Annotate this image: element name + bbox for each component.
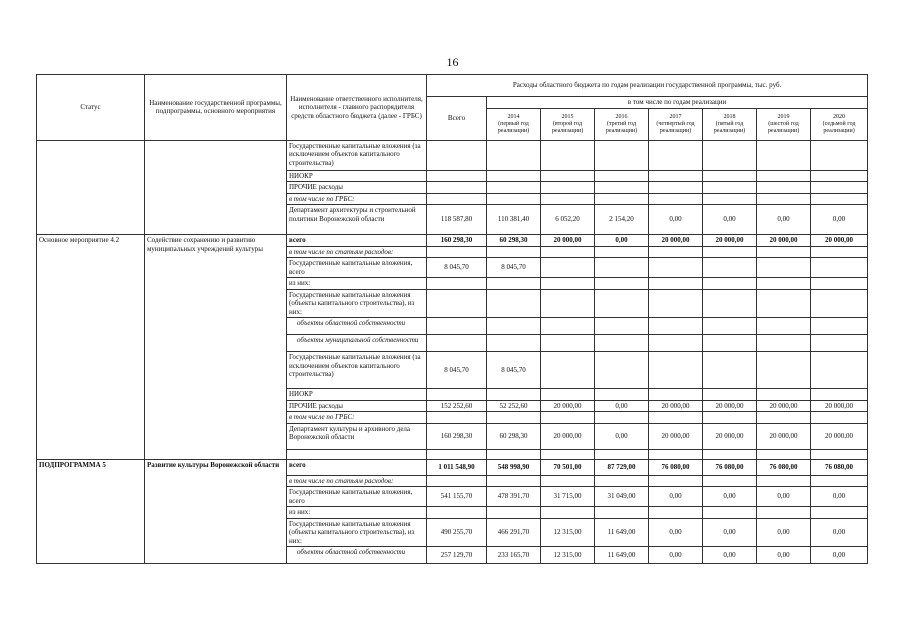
executor-cell: ПРОЧИЕ расходы [287,400,427,412]
total-value-cell: 118 587,80 [427,205,487,235]
total-value-cell: 257 129,70 [427,547,487,564]
header-executor: Наименование ответственного исполнителя, исполнителя - главного распорядителя средств областного бюджета (далее - ГРБС) [287,75,427,141]
year-value-cell [541,140,595,170]
table-row [37,140,868,170]
total-value-cell [427,389,487,401]
year-value-cell: 70 501,00 [541,459,595,475]
program-name-cell: Развитие культуры Воронежской области [145,459,287,564]
executor-cell: всего [287,235,427,247]
year-value-cell [595,318,649,335]
year-value-cell [541,278,595,290]
year-value-cell: 0,00 [649,205,703,235]
year-value-cell [487,289,541,318]
year-value-cell [703,278,757,290]
year-value-cell [649,289,703,318]
year-value-cell [811,389,868,401]
year-value-cell [487,182,541,194]
year-value-cell [487,449,541,459]
year-value-cell: 12 315,00 [541,518,595,547]
year-value-cell [649,352,703,389]
year-value-cell [595,193,649,205]
year-value-cell: 2 154,20 [595,205,649,235]
year-value-cell: 110 381,40 [487,205,541,235]
year-value-cell: 20 000,00 [757,235,811,247]
header-total: Всего [427,97,487,141]
year-value-cell: 20 000,00 [703,423,757,449]
year-value-cell [487,318,541,335]
total-value-cell: 160 298,30 [427,235,487,247]
year-value-cell: 0,00 [649,487,703,507]
year-value-cell: 20 000,00 [649,423,703,449]
year-value-cell [541,412,595,424]
total-value-cell [427,449,487,459]
header-year-number: 2014 [507,113,520,120]
year-value-cell [595,389,649,401]
program-name-cell: Содействие сохранению и развитию муниципальных учреждений культуры [145,235,287,460]
executor-cell: объекты областной собственности [287,318,427,335]
year-value-cell [595,449,649,459]
year-value-cell: 233 165,70 [487,547,541,564]
total-value-cell [427,412,487,424]
year-value-cell: 20 000,00 [757,423,811,449]
year-value-cell: 0,00 [811,547,868,564]
year-value-cell: 478 391,70 [487,487,541,507]
header-year-number: 2020 [833,113,846,120]
program-name-cell [145,140,287,235]
year-value-cell [541,246,595,258]
header-year-label: (первый год реализации) [497,120,530,134]
executor-cell: из них: [287,278,427,290]
year-value-cell [703,258,757,278]
total-value-cell: 541 155,70 [427,487,487,507]
executor-cell: Государственные капитальные вложения (за исключением объектов капитального строительства) [287,352,427,389]
year-value-cell [703,412,757,424]
year-value-cell [757,507,811,519]
year-value-cell [757,449,811,459]
year-value-cell: 76 080,00 [649,459,703,475]
year-value-cell [487,246,541,258]
header-expenses-title: Расходы областного бюджета по годам реализации государственной программы, тыс. руб. [427,75,868,97]
year-value-cell [541,193,595,205]
header-year-2018 [703,108,757,140]
executor-cell: Государственные капитальные вложения, всего [287,258,427,278]
year-value-cell [757,182,811,194]
header-year-2015 [541,108,595,140]
year-value-cell: 20 000,00 [541,423,595,449]
year-value-cell [595,335,649,352]
executor-cell: Государственные капитальные вложения (объекты капитального строительства), из них: [287,289,427,318]
year-value-cell: 0,00 [757,487,811,507]
status-cell: Основное мероприятие 4.2 [37,235,145,460]
year-value-cell [649,193,703,205]
year-value-cell [757,389,811,401]
year-value-cell [487,140,541,170]
year-value-cell [703,449,757,459]
year-value-cell [541,318,595,335]
executor-cell [287,449,427,459]
budget-table [36,74,868,564]
year-value-cell [757,318,811,335]
year-value-cell [541,475,595,487]
year-value-cell: 0,00 [757,518,811,547]
year-value-cell [703,475,757,487]
year-value-cell [487,412,541,424]
year-value-cell [757,278,811,290]
header-program-name: Наименование государственной программы, подпрограммы, основного мероприятия [145,75,287,141]
year-value-cell [649,507,703,519]
year-value-cell: 0,00 [649,518,703,547]
total-value-cell [427,193,487,205]
year-value-cell [487,507,541,519]
total-value-cell [427,246,487,258]
year-value-cell: 20 000,00 [649,400,703,412]
total-value-cell: 152 252,60 [427,400,487,412]
year-value-cell [649,182,703,194]
year-value-cell [811,335,868,352]
header-year-label: (седьмой год реализации) [822,120,856,134]
year-value-cell [595,140,649,170]
header-year-2019 [757,108,811,140]
year-value-cell: 0,00 [757,547,811,564]
year-value-cell [649,246,703,258]
header-year-number: 2017 [669,113,682,120]
year-value-cell [595,170,649,182]
year-value-cell [649,278,703,290]
year-value-cell [811,289,868,318]
year-value-cell: 20 000,00 [757,400,811,412]
year-value-cell: 20 000,00 [703,235,757,247]
status-cell [37,140,145,235]
year-value-cell: 11 649,00 [595,518,649,547]
year-value-cell [541,335,595,352]
year-value-cell: 0,00 [703,547,757,564]
year-value-cell [541,289,595,318]
header-year-number: 2018 [723,113,736,120]
header-year-2017 [649,108,703,140]
year-value-cell [649,258,703,278]
total-value-cell: 8 045,70 [427,352,487,389]
total-value-cell: 160 298,30 [427,423,487,449]
header-status: Статус [37,75,145,141]
year-value-cell: 60 298,30 [487,423,541,449]
year-value-cell [541,182,595,194]
year-value-cell: 0,00 [595,235,649,247]
year-value-cell [757,475,811,487]
total-value-cell [427,140,487,170]
year-value-cell [649,389,703,401]
year-value-cell [595,412,649,424]
year-value-cell [487,170,541,182]
year-value-cell [703,389,757,401]
year-value-cell: 0,00 [811,518,868,547]
year-value-cell [649,475,703,487]
header-year-label: (шестой год реализации) [767,120,800,134]
year-value-cell [703,193,757,205]
year-value-cell: 0,00 [595,423,649,449]
executor-cell: Департамент архитектуры и строительной политики Воронежской области [287,205,427,235]
year-value-cell: 20 000,00 [811,423,868,449]
header-year-label: (четвертый год реализации) [656,120,695,134]
year-value-cell [757,246,811,258]
year-value-cell [595,475,649,487]
year-value-cell [757,258,811,278]
executor-cell: НИОКР [287,170,427,182]
year-value-cell: 31 049,00 [595,487,649,507]
year-value-cell [811,258,868,278]
year-value-cell: 12 315,00 [541,547,595,564]
year-value-cell [487,389,541,401]
year-value-cell [811,412,868,424]
year-value-cell [811,475,868,487]
total-value-cell [427,335,487,352]
year-value-cell: 8 045,70 [487,352,541,389]
executor-cell: ПРОЧИЕ расходы [287,182,427,194]
header-year-2016 [595,108,649,140]
year-value-cell: 6 052,20 [541,205,595,235]
total-value-cell [427,507,487,519]
year-value-cell [595,258,649,278]
year-value-cell: 0,00 [649,547,703,564]
year-value-cell: 8 045,70 [487,258,541,278]
year-value-cell [703,140,757,170]
year-value-cell: 52 252,60 [487,400,541,412]
year-value-cell: 548 998,90 [487,459,541,475]
year-value-cell: 20 000,00 [541,400,595,412]
year-value-cell: 0,00 [811,205,868,235]
table-row [37,459,868,475]
year-value-cell [649,335,703,352]
year-value-cell [595,182,649,194]
year-value-cell [541,170,595,182]
year-value-cell [757,289,811,318]
year-value-cell [703,170,757,182]
year-value-cell: 76 080,00 [757,459,811,475]
year-value-cell: 20 000,00 [811,400,868,412]
year-value-cell [541,507,595,519]
year-value-cell [703,246,757,258]
header-year-2014 [487,108,541,140]
total-value-cell [427,182,487,194]
header-year-label: (пятый год реализации) [713,120,746,134]
year-value-cell [649,318,703,335]
year-value-cell [703,335,757,352]
year-value-cell [487,475,541,487]
executor-cell: из них: [287,507,427,519]
year-value-cell [541,389,595,401]
total-value-cell: 490 255,70 [427,518,487,547]
year-value-cell [703,289,757,318]
table-row [37,235,868,247]
header-year-number: 2015 [561,113,574,120]
executor-cell: в том числе по ГРБС: [287,193,427,205]
executor-cell: всего [287,459,427,475]
year-value-cell [595,352,649,389]
year-value-cell [811,140,868,170]
header-year-label: (третий год реализации) [605,120,638,134]
year-value-cell: 0,00 [757,205,811,235]
year-value-cell [811,193,868,205]
year-value-cell [541,258,595,278]
total-value-cell: 8 045,70 [427,258,487,278]
year-value-cell: 0,00 [703,205,757,235]
header-including-by-years: в том числе по годам реализации [487,97,868,109]
total-value-cell [427,289,487,318]
year-value-cell [757,193,811,205]
year-value-cell [811,449,868,459]
year-value-cell [703,318,757,335]
year-value-cell: 0,00 [595,400,649,412]
year-value-cell: 76 080,00 [703,459,757,475]
year-value-cell: 0,00 [811,487,868,507]
year-value-cell [487,335,541,352]
executor-cell: Государственные капитальные вложения (за исключением объектов капитального строительства) [287,140,427,170]
year-value-cell [811,278,868,290]
year-value-cell [703,182,757,194]
year-value-cell [541,352,595,389]
executor-cell: Департамент культуры и архивного дела Воронежской области [287,423,427,449]
year-value-cell [487,278,541,290]
year-value-cell [757,335,811,352]
executor-cell: Государственные капитальные вложения, всего [287,487,427,507]
year-value-cell: 11 649,00 [595,547,649,564]
year-value-cell [811,246,868,258]
year-value-cell: 20 000,00 [703,400,757,412]
executor-cell: в том числе по ГРБС: [287,412,427,424]
header-year-label: (второй год реализации) [551,120,584,134]
total-value-cell [427,278,487,290]
year-value-cell [649,170,703,182]
executor-cell: в том числе по статьям расходов: [287,246,427,258]
year-value-cell [595,507,649,519]
header-year-number: 2016 [615,113,628,120]
total-value-cell [427,475,487,487]
year-value-cell: 60 298,30 [487,235,541,247]
header-year-number: 2019 [777,113,790,120]
year-value-cell [487,193,541,205]
year-value-cell [811,182,868,194]
total-value-cell: 1 011 548,90 [427,459,487,475]
year-value-cell: 466 291,70 [487,518,541,547]
year-value-cell [703,352,757,389]
executor-cell: объекты областной собственности [287,547,427,564]
year-value-cell [649,449,703,459]
year-value-cell [541,449,595,459]
year-value-cell: 76 080,00 [811,459,868,475]
year-value-cell [811,352,868,389]
year-value-cell: 0,00 [703,487,757,507]
year-value-cell [811,507,868,519]
year-value-cell [595,278,649,290]
year-value-cell: 31 715,00 [541,487,595,507]
year-value-cell [757,412,811,424]
year-value-cell: 87 729,00 [595,459,649,475]
year-value-cell [757,140,811,170]
status-cell: ПОДПРОГРАММА 5 [37,459,145,564]
executor-cell: Государственные капитальные вложения (объекты капитального строительства), из них: [287,518,427,547]
year-value-cell [703,507,757,519]
year-value-cell: 20 000,00 [649,235,703,247]
total-value-cell [427,318,487,335]
year-value-cell: 20 000,00 [541,235,595,247]
year-value-cell [757,352,811,389]
year-value-cell [595,246,649,258]
executor-cell: объекты муниципальной собственности [287,335,427,352]
header-year-2020 [811,108,868,140]
year-value-cell [811,318,868,335]
year-value-cell [811,170,868,182]
executor-cell: НИОКР [287,389,427,401]
total-value-cell [427,170,487,182]
executor-cell: в том числе по статьям расходов: [287,475,427,487]
page-number: 16 [446,55,459,69]
year-value-cell [757,170,811,182]
year-value-cell: 20 000,00 [811,235,868,247]
year-value-cell [649,412,703,424]
year-value-cell [649,140,703,170]
year-value-cell: 0,00 [703,518,757,547]
year-value-cell [595,289,649,318]
